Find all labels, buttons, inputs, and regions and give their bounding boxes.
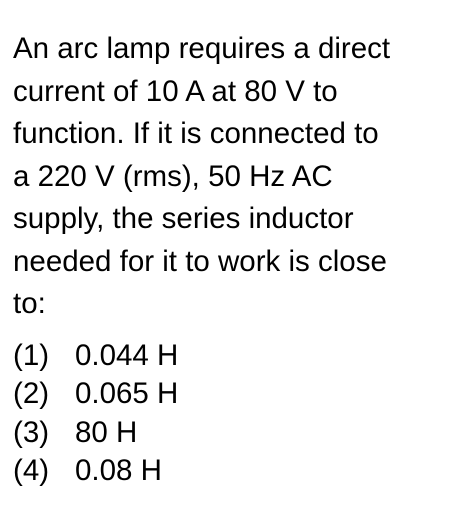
option-text: 80 H <box>75 415 138 449</box>
question-line: to: <box>13 287 46 320</box>
option-1[interactable] <box>13 337 178 375</box>
option-text: 0.08 H <box>75 453 162 487</box>
question-text <box>13 28 453 326</box>
option-number: (3) <box>13 415 50 449</box>
option-2[interactable] <box>13 375 178 413</box>
question-line: supply, the series inductor <box>13 202 354 235</box>
question-line: An arc lamp requires a direct <box>13 32 391 65</box>
option-3[interactable] <box>13 414 178 452</box>
question-line: needed for it to work is close <box>13 244 387 278</box>
option-4[interactable] <box>13 452 178 490</box>
question-line: a 220 V (rms), 50 Hz AC <box>13 159 333 193</box>
option-text: 0.044 H <box>75 339 179 372</box>
question-line: function. If it is connected to <box>13 117 379 150</box>
option-number: (4) <box>13 453 50 487</box>
option-number: (1) <box>13 339 50 372</box>
answer-options <box>13 337 178 490</box>
question-line: current of 10 A at 80 V to <box>13 74 338 108</box>
option-text: 0.065 H <box>75 377 179 411</box>
option-number: (2) <box>13 377 50 411</box>
